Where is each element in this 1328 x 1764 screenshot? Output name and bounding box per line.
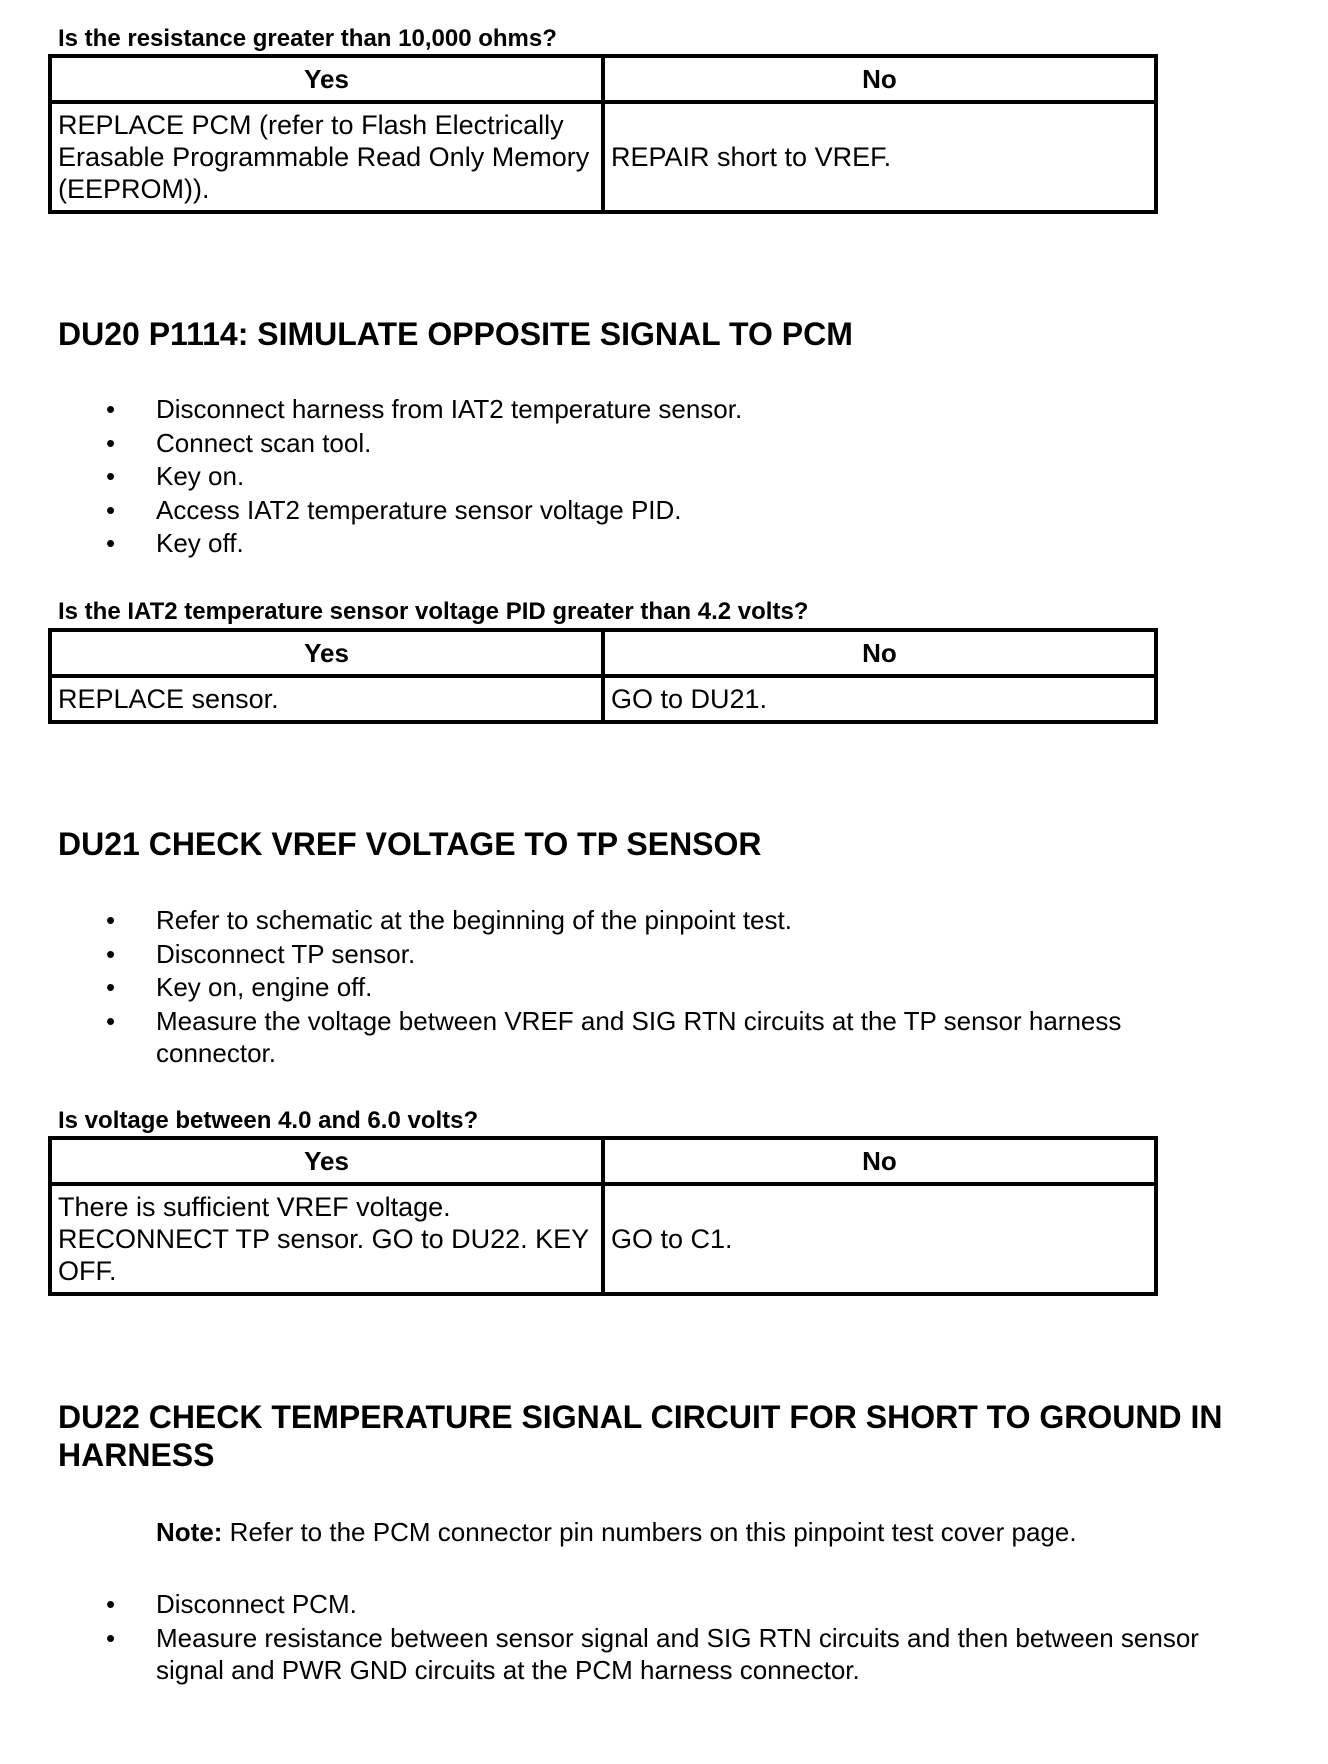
bullet-icon: •: [106, 494, 116, 525]
list-item: • Access IAT2 temperature sensor voltage PID.: [106, 494, 682, 525]
list-item: • Measure the voltage between VREF and SIG RTN circuits at the TP sensor harness connector.: [106, 1005, 1122, 1068]
bullet-icon: •: [106, 1005, 116, 1036]
steps-list-du21: [100, 904, 1210, 1070]
bullet-icon: •: [106, 427, 116, 458]
bullet-icon: •: [106, 394, 116, 424]
yes-no-table-vref: [48, 1136, 1158, 1296]
bullet-icon: •: [106, 528, 116, 558]
bullet-icon: •: [106, 1589, 116, 1619]
list-item: • Measure resistance between sensor signal and SIG RTN circuits and then between sensor signal and PWR GND circuits at the PCM harness connector.: [106, 1622, 1199, 1685]
yes-action: There is sufficient VREF voltage. RECONNECT TP sensor. GO to DU22. KEY OFF.: [50, 1184, 603, 1294]
question-vref-voltage: Is voltage between 4.0 and 6.0 volts?: [58, 1107, 479, 1134]
yes-no-table-iat2: [48, 628, 1158, 724]
list-item: • Disconnect harness from IAT2 temperature sensor.: [106, 394, 743, 424]
list-item: • Key on.: [106, 461, 245, 491]
note-label: Note:: [156, 1517, 223, 1547]
no-action: REPAIR short to VREF.: [603, 102, 1156, 212]
table-header-row: [50, 1138, 1156, 1184]
bullet-icon: •: [106, 1622, 116, 1653]
yes-header: Yes: [50, 630, 603, 676]
section-title-du22: DU22 CHECK TEMPERATURE SIGNAL CIRCUIT FOR SHORT TO GROUND IN HARNESS: [58, 1399, 1223, 1473]
question-iat2-voltage: Is the IAT2 temperature sensor voltage PID greater than 4.2 volts?: [58, 598, 809, 625]
table-header-row: [50, 630, 1156, 676]
no-header: No: [603, 56, 1156, 102]
no-header: No: [603, 1138, 1156, 1184]
list-item: • Key off.: [106, 528, 244, 558]
section-title-du20: DU20 P1114: SIMULATE OPPOSITE SIGNAL TO PCM: [58, 316, 853, 352]
table-row: [50, 676, 1156, 722]
bullet-icon: •: [106, 938, 116, 969]
list-item: • Connect scan tool.: [106, 427, 372, 458]
no-action: GO to C1.: [603, 1184, 1156, 1294]
yes-header: Yes: [50, 56, 603, 102]
yes-action: REPLACE sensor.: [50, 676, 603, 722]
no-action: GO to DU21.: [603, 676, 1156, 722]
steps-list-du22: [100, 1588, 1210, 1687]
bullet-icon: •: [106, 461, 116, 491]
note-paragraph: [156, 1516, 1256, 1548]
table-header-row: [50, 56, 1156, 102]
list-item: • Refer to schematic at the beginning of the pinpoint test.: [106, 905, 792, 935]
no-header: No: [603, 630, 1156, 676]
list-item: • Disconnect PCM.: [106, 1589, 357, 1619]
note-text: Refer to the PCM connector pin numbers on this pinpoint test cover page.: [222, 1517, 1077, 1547]
yes-no-table-resistance: [48, 54, 1158, 214]
yes-action: REPLACE PCM (refer to Flash Electrically Erasable Programmable Read Only Memory (EEPROM)).: [50, 102, 603, 212]
steps-list-du20: [100, 393, 1210, 561]
table-row: [50, 102, 1156, 212]
bullet-icon: •: [106, 972, 116, 1002]
yes-header: Yes: [50, 1138, 603, 1184]
question-resistance: Is the resistance greater than 10,000 ohms?: [58, 25, 557, 52]
list-item: • Disconnect TP sensor.: [106, 938, 416, 969]
section-title-du21: DU21 CHECK VREF VOLTAGE TO TP SENSOR: [58, 826, 762, 862]
bullet-icon: •: [106, 905, 116, 935]
table-row: [50, 1184, 1156, 1294]
list-item: • Key on, engine off.: [106, 972, 373, 1002]
